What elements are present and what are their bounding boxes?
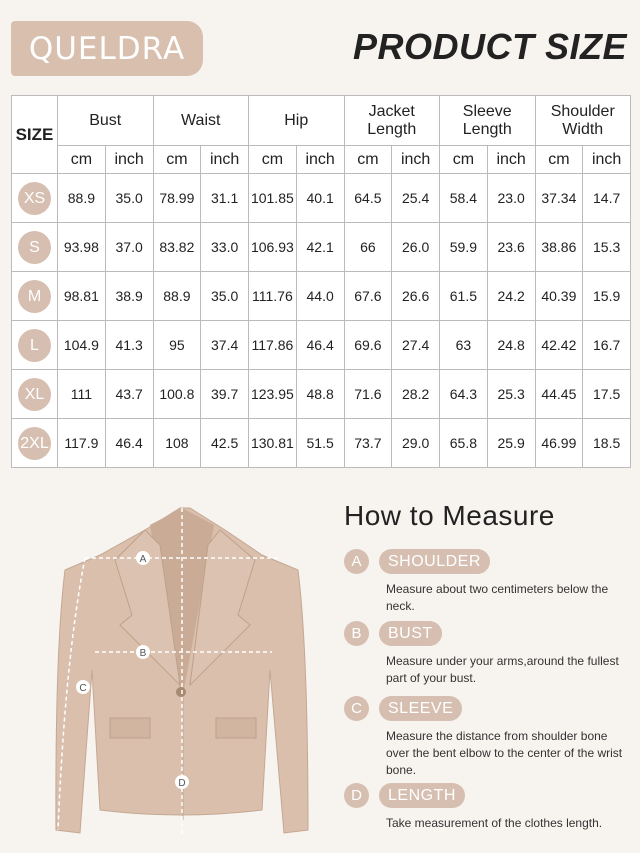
marker-a (136, 551, 150, 565)
table-cell: 63 (440, 321, 488, 370)
table-cell: 64.3 (440, 370, 488, 419)
table-cell: 37.0 (105, 223, 153, 272)
table-cell: 14.7 (583, 174, 631, 223)
unit-cm-header: cm (249, 146, 297, 174)
table-cell: 101.85 (249, 174, 297, 223)
step-letter: A (344, 549, 369, 574)
table-cell: 95 (153, 321, 201, 370)
table-cell: 43.7 (105, 370, 153, 419)
svg-text:C: C (79, 683, 87, 694)
size-label: M (18, 280, 51, 313)
table-cell: 111.76 (249, 272, 297, 321)
size-label: L (18, 329, 51, 362)
size-label: XL (18, 378, 51, 411)
unit-cm-header: cm (440, 146, 488, 174)
table-cell: 38.9 (105, 272, 153, 321)
table-cell: 37.4 (201, 321, 249, 370)
group-header-bust: Bust (58, 96, 154, 146)
unit-inch-header: inch (583, 146, 631, 174)
step-label: LENGTH (379, 783, 465, 808)
size-rows (12, 174, 631, 468)
size-label: XS (18, 182, 51, 215)
table-cell: 111 (58, 370, 106, 419)
step-label: SLEEVE (379, 696, 462, 721)
step-desc: Measure about two centimeters below the neck. (386, 582, 609, 613)
table-row (12, 223, 631, 272)
step-label: BUST (379, 621, 442, 646)
table-cell: 51.5 (296, 419, 344, 468)
table-cell: 104.9 (58, 321, 106, 370)
table-cell: 37.34 (535, 174, 583, 223)
svg-text:A: A (139, 554, 147, 565)
unit-inch-header: inch (105, 146, 153, 174)
jacket-illustration (40, 500, 330, 845)
table-cell: 67.6 (344, 272, 392, 321)
table-cell: 46.4 (296, 321, 344, 370)
table-cell: 25.4 (392, 174, 440, 223)
table-cell: 41.3 (105, 321, 153, 370)
table-cell: 23.6 (487, 223, 535, 272)
svg-text:B: B (139, 648, 147, 659)
group-header-shoulder-width: Shoulder Width (535, 96, 631, 146)
table-cell: 26.0 (392, 223, 440, 272)
table-cell: 61.5 (440, 272, 488, 321)
table-cell: 64.5 (344, 174, 392, 223)
unit-inch-header: inch (392, 146, 440, 174)
step-label: SHOULDER (379, 549, 490, 574)
group-header-waist: Waist (153, 96, 249, 146)
group-header-hip: Hip (249, 96, 345, 146)
table-cell: 65.8 (440, 419, 488, 468)
table-cell: 98.81 (58, 272, 106, 321)
table-cell: 48.8 (296, 370, 344, 419)
table-cell: 108 (153, 419, 201, 468)
unit-cm-header: cm (58, 146, 106, 174)
table-cell: 18.5 (583, 419, 631, 468)
marker-b (136, 645, 150, 659)
brand-logo: QUELDRA (11, 21, 203, 76)
table-cell: 26.6 (392, 272, 440, 321)
step-letter: B (344, 621, 369, 646)
table-cell: 23.0 (487, 174, 535, 223)
table-cell: 46.99 (535, 419, 583, 468)
svg-text:D: D (178, 778, 186, 789)
unit-cm-header: cm (344, 146, 392, 174)
table-cell: 25.9 (487, 419, 535, 468)
table-cell: 46.4 (105, 419, 153, 468)
table-cell: 71.6 (344, 370, 392, 419)
table-cell: 39.7 (201, 370, 249, 419)
step-desc: Measure the distance from shoulder bone over the bent elbow to the center of the wrist bone. (386, 729, 623, 777)
table-cell: 17.5 (583, 370, 631, 419)
table-row (12, 321, 631, 370)
step-letter: C (344, 696, 369, 721)
unit-row (12, 146, 631, 174)
table-cell: 130.81 (249, 419, 297, 468)
group-header-jacket-length: Jacket Length (344, 96, 440, 146)
table-cell: 15.3 (583, 223, 631, 272)
table-cell: 38.86 (535, 223, 583, 272)
group-header-sleeve-length: Sleeve Length (440, 96, 536, 146)
table-cell: 93.98 (58, 223, 106, 272)
table-cell: 44.0 (296, 272, 344, 321)
table-cell: 83.82 (153, 223, 201, 272)
table-row (12, 370, 631, 419)
table-cell: 15.9 (583, 272, 631, 321)
table-cell: 29.0 (392, 419, 440, 468)
table-cell: 33.0 (201, 223, 249, 272)
table-row (12, 174, 631, 223)
table-cell: 25.3 (487, 370, 535, 419)
how-to-measure-title: How to Measure (344, 500, 555, 531)
marker-d (175, 775, 189, 789)
size-chart-table (11, 95, 631, 468)
table-cell: 44.45 (535, 370, 583, 419)
size-label: 2XL (18, 427, 51, 460)
table-cell: 27.4 (392, 321, 440, 370)
table-cell: 40.39 (535, 272, 583, 321)
table-row (12, 419, 631, 468)
unit-inch-header: inch (296, 146, 344, 174)
table-cell: 117.9 (58, 419, 106, 468)
table-cell: 88.9 (58, 174, 106, 223)
page-title: PRODUCT SIZE (352, 26, 627, 67)
table-cell: 42.42 (535, 321, 583, 370)
unit-inch-header: inch (201, 146, 249, 174)
table-cell: 123.95 (249, 370, 297, 419)
table-row (12, 272, 631, 321)
table-cell: 35.0 (105, 174, 153, 223)
table-cell: 117.86 (249, 321, 297, 370)
unit-inch-header: inch (487, 146, 535, 174)
table-cell: 69.6 (344, 321, 392, 370)
size-label: S (18, 231, 51, 264)
table-cell: 42.5 (201, 419, 249, 468)
table-cell: 40.1 (296, 174, 344, 223)
table-cell: 106.93 (249, 223, 297, 272)
table-cell: 31.1 (201, 174, 249, 223)
step-letter: D (344, 783, 369, 808)
table-cell: 28.2 (392, 370, 440, 419)
step-desc: Measure under your arms,around the fullest part of your bust. (386, 654, 619, 685)
unit-cm-header: cm (153, 146, 201, 174)
table-cell: 16.7 (583, 321, 631, 370)
size-column-header: SIZE (12, 96, 58, 174)
marker-c (76, 680, 90, 694)
table-cell: 88.9 (153, 272, 201, 321)
step-desc: Take measurement of the clothes length. (386, 816, 603, 830)
table-cell: 78.99 (153, 174, 201, 223)
table-cell: 100.8 (153, 370, 201, 419)
table-cell: 66 (344, 223, 392, 272)
table-cell: 59.9 (440, 223, 488, 272)
table-cell: 73.7 (344, 419, 392, 468)
table-cell: 24.8 (487, 321, 535, 370)
table-cell: 24.2 (487, 272, 535, 321)
table-cell: 35.0 (201, 272, 249, 321)
table-cell: 58.4 (440, 174, 488, 223)
unit-cm-header: cm (535, 146, 583, 174)
table-cell: 42.1 (296, 223, 344, 272)
